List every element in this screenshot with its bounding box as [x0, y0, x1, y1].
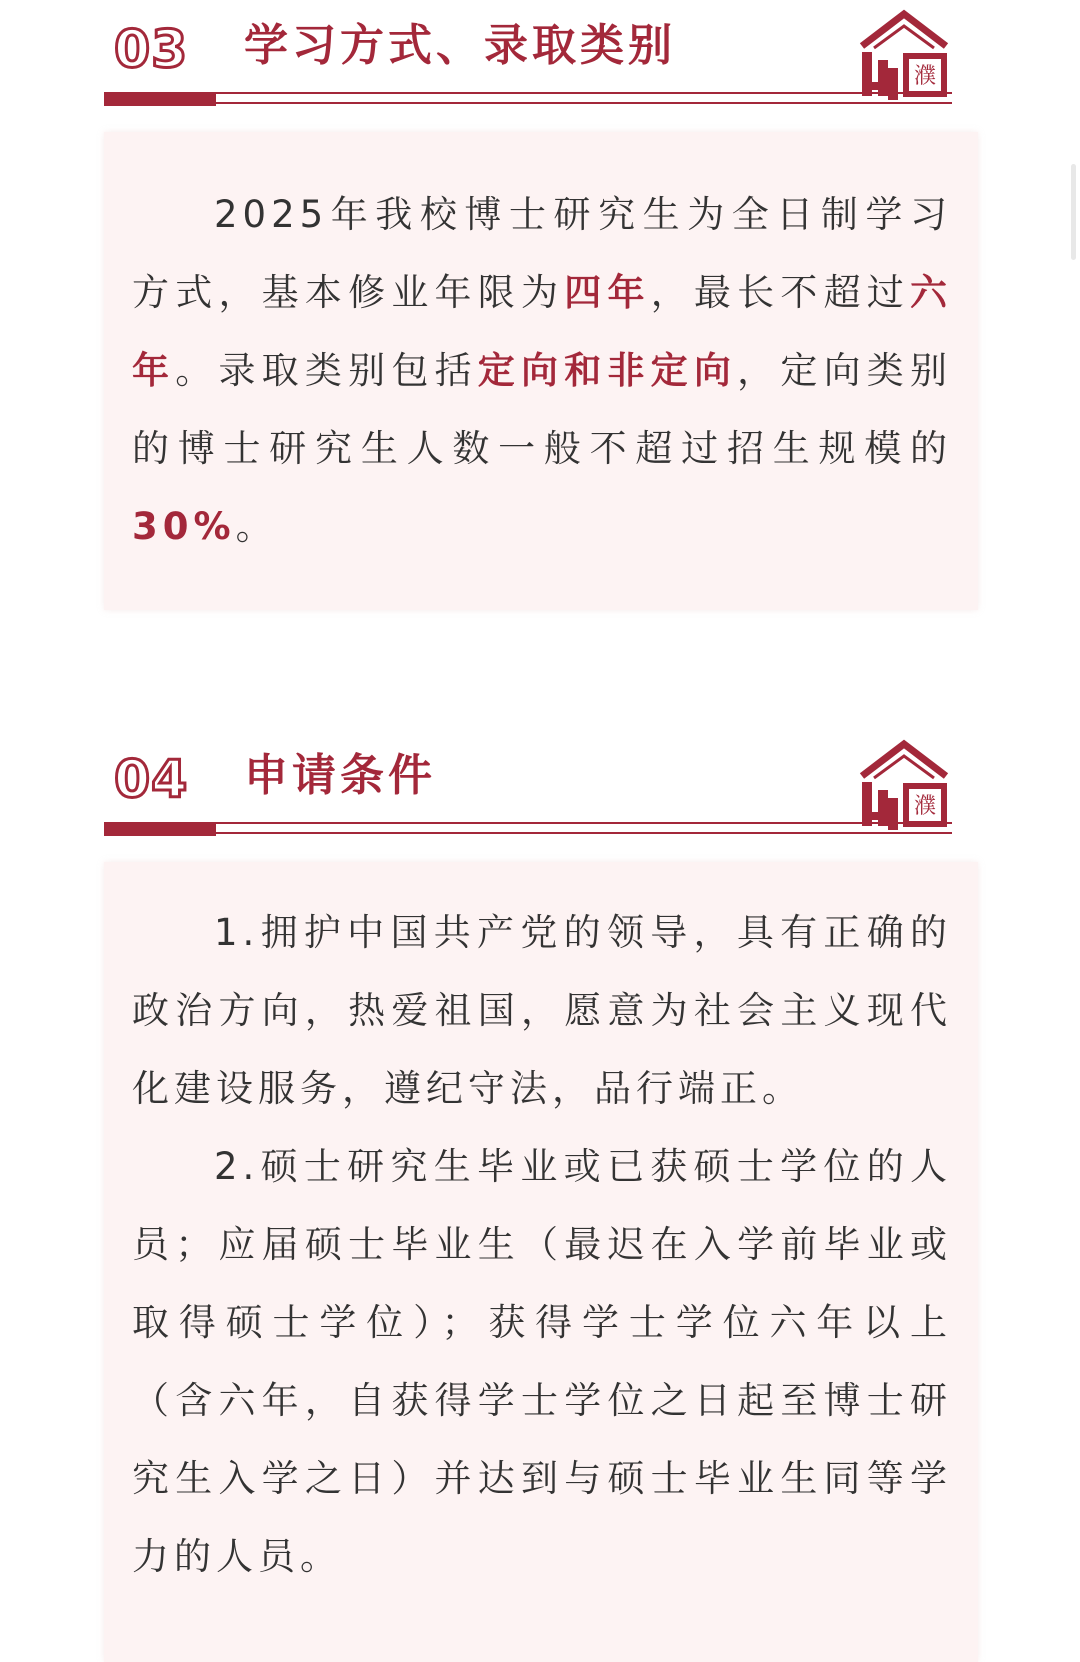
header-rule: [104, 92, 952, 94]
anniversary-40-logo-icon: [856, 8, 952, 104]
section-04-title: 申请条件: [244, 750, 436, 801]
highlight-percentage: 30%: [132, 505, 236, 548]
section-03-title: 学习方式、录取类别: [244, 20, 676, 71]
text-segment: 。录取类别包括: [175, 349, 478, 392]
section-04-header: [104, 730, 952, 840]
header-rule-accent: [104, 824, 216, 836]
svg-text:濮: 濮: [913, 794, 937, 819]
section-03-number: 03: [114, 20, 189, 80]
header-rule-accent: [104, 94, 216, 106]
section-03-header: [104, 0, 952, 110]
requirement-item: 1.拥护中国共产党的领导，具有正确的政治方向，热爱祖国，愿意为社会主义现代化建设服务，遵纪守法，品行端正。: [132, 911, 952, 1110]
svg-text:濮: 濮: [913, 64, 937, 89]
highlight-duration: 四年: [564, 271, 651, 314]
section-04-number: 04: [114, 750, 189, 810]
header-rule: [104, 822, 952, 824]
header-rule-lower: [216, 832, 952, 834]
scrollbar[interactable]: [1071, 164, 1076, 260]
text-segment: ，最长不超过: [650, 271, 911, 314]
text-segment: ，定向类别的博士研究生人数一般不超过招生规模的: [132, 349, 953, 470]
highlight-categories: 定向和非定向: [477, 349, 738, 392]
highlight-max-duration: 六年: [132, 271, 953, 392]
anniversary-40-logo-icon: [856, 738, 952, 834]
text-segment: 。: [235, 505, 278, 548]
study-mode-paragraph: [104, 176, 978, 566]
text-segment: 2025年我校博士研究生为全日制学习方式，基本修业年限为: [132, 193, 952, 314]
requirement-item: 2.硕士研究生毕业或已获硕士学位的人员；应届硕士毕业生（最迟在入学前毕业或取得硕士学位）；获得学士学位六年以上（含六年，自获得学士学位之日起至博士研究生入学之日）并达到与硕士毕业生同等学力的人员。: [132, 1145, 952, 1578]
section-03-content: [104, 132, 978, 610]
header-rule-lower: [216, 102, 952, 104]
section-04-content: [104, 862, 978, 1662]
